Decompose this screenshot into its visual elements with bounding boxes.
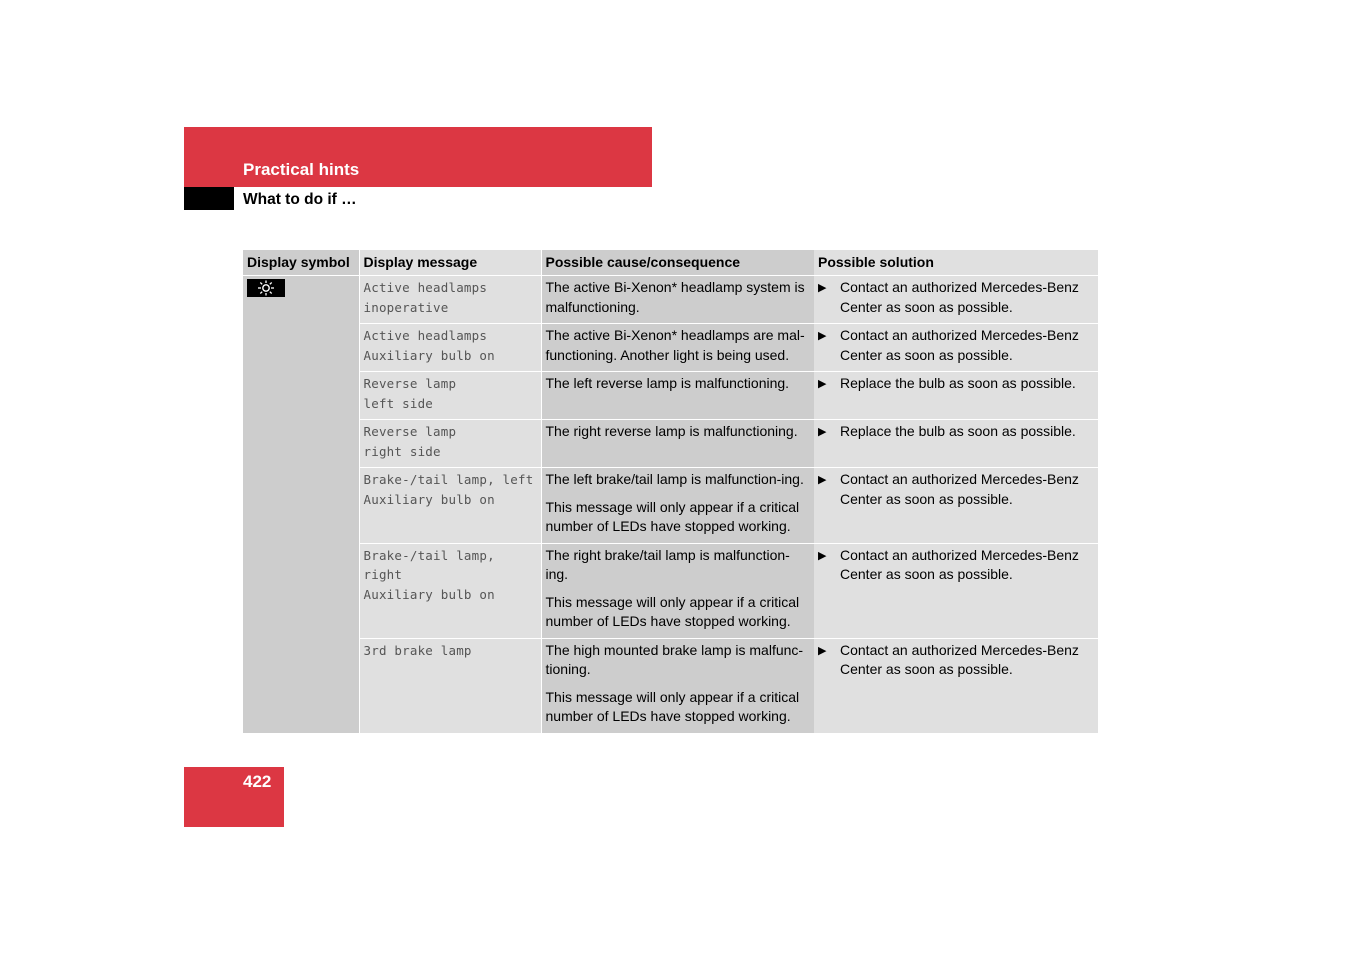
cause-cell: The left brake/tail lamp is malfunction-ing. This message will only appear if a critical number of LEDs have stopped working. xyxy=(541,468,814,544)
fault-table xyxy=(243,250,1098,734)
column-header: Possible cause/consequence xyxy=(541,250,814,276)
column-header: Display symbol xyxy=(243,250,359,276)
bullet-arrow-icon: ▶ xyxy=(818,644,827,657)
bullet-arrow-icon: ▶ xyxy=(818,282,827,294)
column-header: Display message xyxy=(359,250,541,276)
display-message: Active headlamps Auxiliary bulb on xyxy=(359,324,541,372)
table-row xyxy=(243,372,1098,420)
display-message: Active headlamps inoperative xyxy=(359,276,541,324)
display-message: Reverse lamp right side xyxy=(359,420,541,468)
fault-table-container xyxy=(243,250,1098,729)
cause-cell: The active Bi-Xenon* headlamps are mal-functioning. Another light is being used. xyxy=(541,324,814,372)
bullet-arrow-icon: ▶ xyxy=(818,378,827,390)
subsection-title: What to do if … xyxy=(243,191,357,208)
solution-cell: ▶ Contact an authorized Mercedes-Benz Center as soon as possible. xyxy=(814,276,1098,324)
lamp-icon xyxy=(247,279,285,297)
solution-cell: ▶ Contact an authorized Mercedes-Benz Center as soon as possible. xyxy=(814,324,1098,372)
page-number: 422 xyxy=(243,772,272,791)
solution-cell: ▶ Contact an authorized Mercedes-Benz Center as soon as possible. xyxy=(814,638,1098,733)
display-symbol-cell xyxy=(243,276,359,734)
column-header: Possible solution xyxy=(814,250,1098,276)
solution-cell: ▶ Replace the bulb as soon as possible. xyxy=(814,420,1098,468)
display-message: 3rd brake lamp xyxy=(359,638,541,733)
section-marker xyxy=(184,187,234,210)
section-title: Practical hints xyxy=(243,160,360,179)
bullet-arrow-icon: ▶ xyxy=(818,330,827,342)
display-message: Brake-/tail lamp, left Auxiliary bulb on xyxy=(359,468,541,544)
table-row xyxy=(243,276,1098,324)
display-message: Reverse lamp left side xyxy=(359,372,541,420)
table-row xyxy=(243,468,1098,544)
cause-cell: The right reverse lamp is malfunctioning. xyxy=(541,420,814,468)
solution-cell: ▶ Contact an authorized Mercedes-Benz Center as soon as possible. xyxy=(814,543,1098,638)
cause-cell: The left reverse lamp is malfunctioning. xyxy=(541,372,814,420)
bullet-arrow-icon: ▶ xyxy=(818,549,827,562)
solution-cell: ▶ Contact an authorized Mercedes-Benz Center as soon as possible. xyxy=(814,468,1098,544)
table-row xyxy=(243,420,1098,468)
table-header-row xyxy=(243,250,1098,276)
cause-cell: The active Bi-Xenon* headlamp system is malfunctioning. xyxy=(541,276,814,324)
cause-cell: The high mounted brake lamp is malfunc-tioning. This message will only appear if a critical number of LEDs have stopped working. xyxy=(541,638,814,733)
table-row xyxy=(243,324,1098,372)
solution-cell: ▶ Replace the bulb as soon as possible. xyxy=(814,372,1098,420)
bullet-arrow-icon: ▶ xyxy=(818,426,827,438)
display-message: Brake-/tail lamp, right Auxiliary bulb on xyxy=(359,543,541,638)
bullet-arrow-icon: ▶ xyxy=(818,474,827,486)
table-row xyxy=(243,638,1098,733)
table-row xyxy=(243,543,1098,638)
cause-cell: The right brake/tail lamp is malfunction-ing. This message will only appear if a critical number of LEDs have stopped working. xyxy=(541,543,814,638)
